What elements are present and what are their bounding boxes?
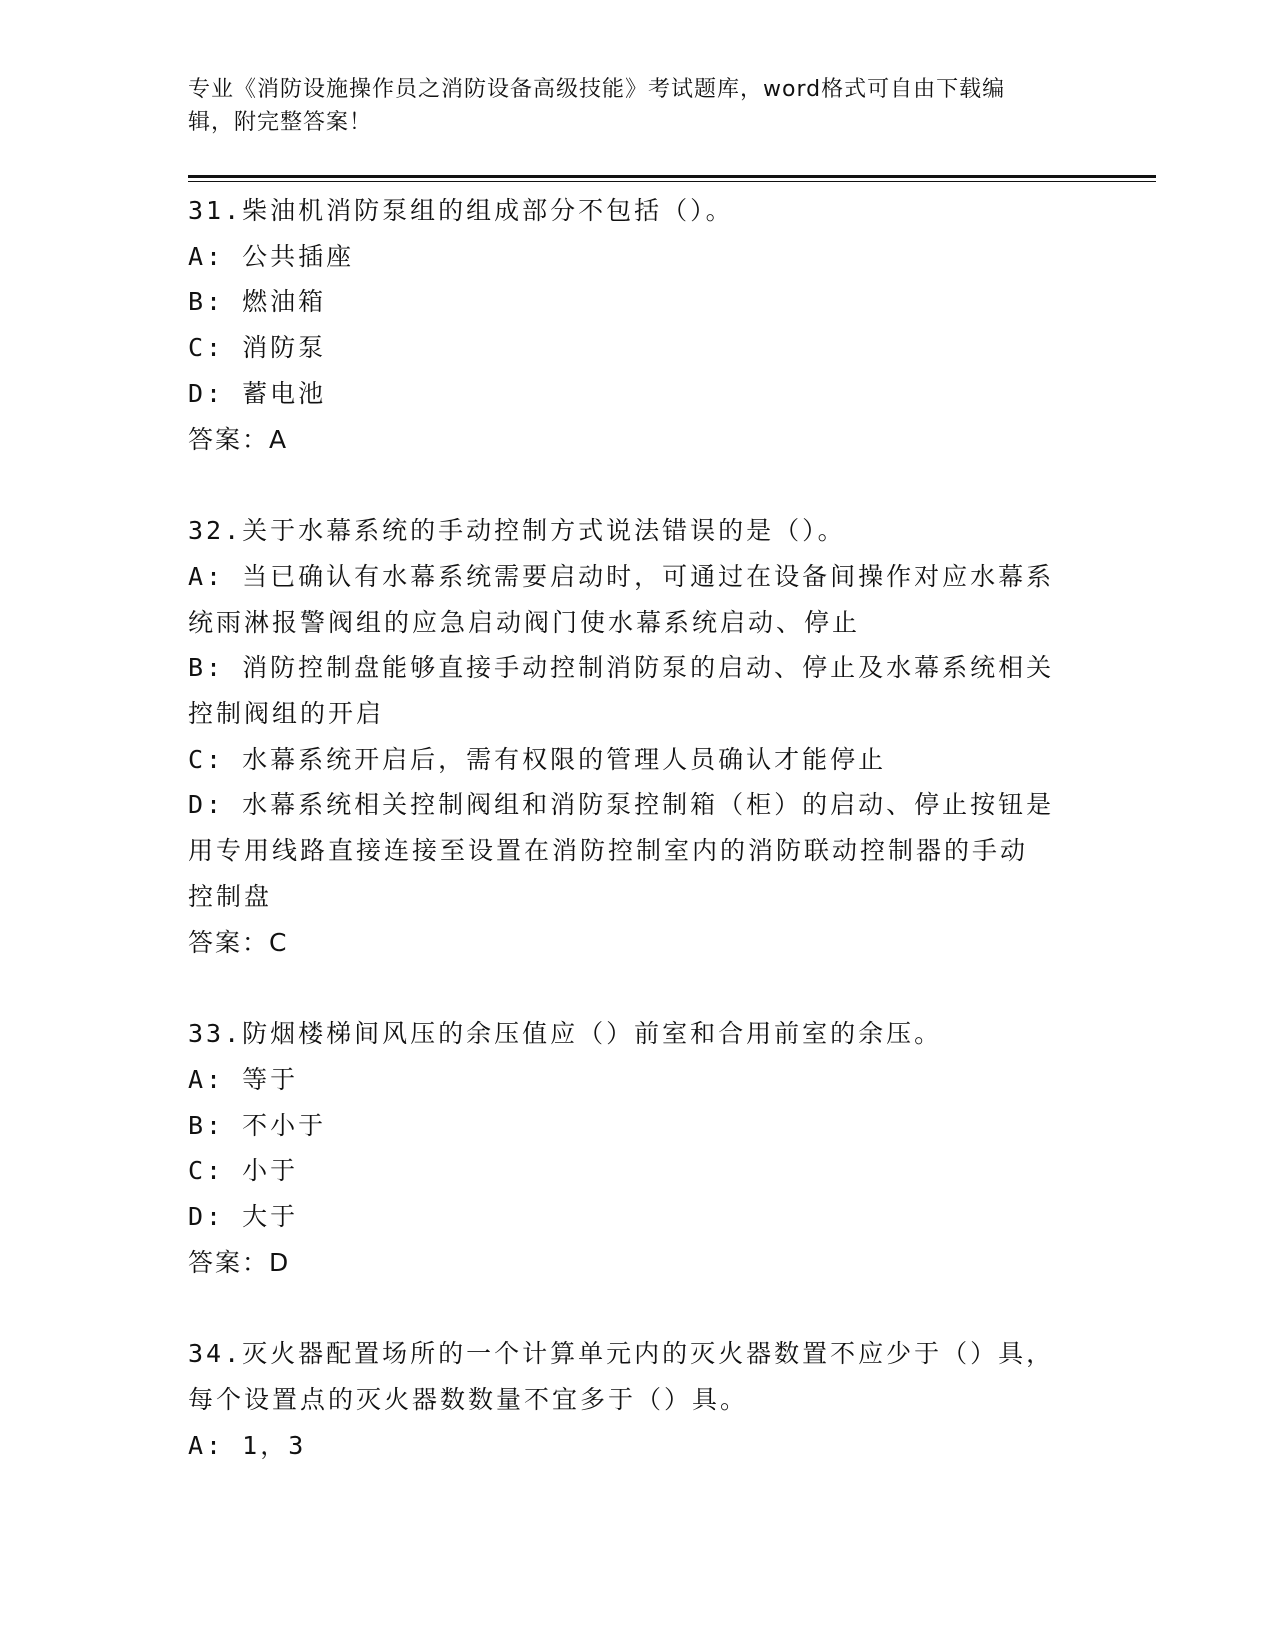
- question-stem: 31.柴油机消防泵组的组成部分不包括（）。: [188, 196, 734, 225]
- option-a-continued: 统雨淋报警阀组的应急启动阀门使水幕系统启动、停止: [188, 607, 861, 637]
- question-stem: 32.关于水幕系统的手动控制方式说法错误的是（）。: [188, 516, 846, 546]
- question-list: [188, 188, 1088, 1469]
- option-c: C: 水幕系统开启后，需有权限的管理人员确认才能停止: [188, 744, 887, 774]
- option-b: B: 燃油箱: [188, 287, 327, 317]
- question-34: [188, 1331, 1088, 1468]
- option-d: D: 蓄电池: [188, 378, 327, 408]
- option-b: B: 消防控制盘能够直接手动控制消防泵的启动、停止及水幕系统相关: [188, 653, 1055, 683]
- question-stem: 34.灭火器配置场所的一个计算单元内的灭火器数置不应少于（）具，: [188, 1339, 1055, 1369]
- option-a: A: 公共插座: [188, 241, 355, 271]
- question-31: [188, 188, 1088, 462]
- option-c: C: 消防泵: [188, 333, 327, 363]
- header-line-1: 专业《消防设施操作员之消防设备高级技能》考试题库，word格式可自由下载编: [188, 77, 1006, 102]
- header-line-2: 辑，附完整答案！: [188, 110, 373, 135]
- option-d: D: 水幕系统相关控制阀组和消防泵控制箱（柜）的启动、停止按钮是: [188, 790, 1055, 820]
- header-divider-thick: [188, 175, 1156, 178]
- option-c: C: 小于: [188, 1156, 299, 1186]
- option-a: A: 1，3: [188, 1430, 307, 1460]
- option-d-continued: 控制盘: [188, 881, 273, 911]
- option-d: D: 大于: [188, 1202, 299, 1232]
- question-stem-continued: 每个设置点的灭火器数数量不宜多于（）具。: [188, 1385, 749, 1415]
- document-header: [188, 73, 1068, 139]
- option-b: B: 不小于: [188, 1110, 327, 1140]
- option-d-continued: 用专用线路直接连接至设置在消防控制室内的消防联动控制器的手动: [188, 836, 1029, 866]
- answer: 答案：C: [188, 927, 289, 957]
- option-a: A: 等于: [188, 1064, 299, 1094]
- question-stem: 33.防烟楼梯间风压的余压值应（）前室和合用前室的余压。: [188, 1019, 943, 1049]
- answer: 答案：A: [188, 424, 289, 454]
- option-a: A: 当已确认有水幕系统需要启动时，可通过在设备间操作对应水幕系: [188, 561, 1055, 591]
- answer: 答案：D: [188, 1247, 291, 1277]
- header-divider-thin: [188, 181, 1156, 182]
- option-b-continued: 控制阀组的开启: [188, 699, 385, 729]
- question-32: [188, 508, 1088, 965]
- question-33: [188, 1011, 1088, 1285]
